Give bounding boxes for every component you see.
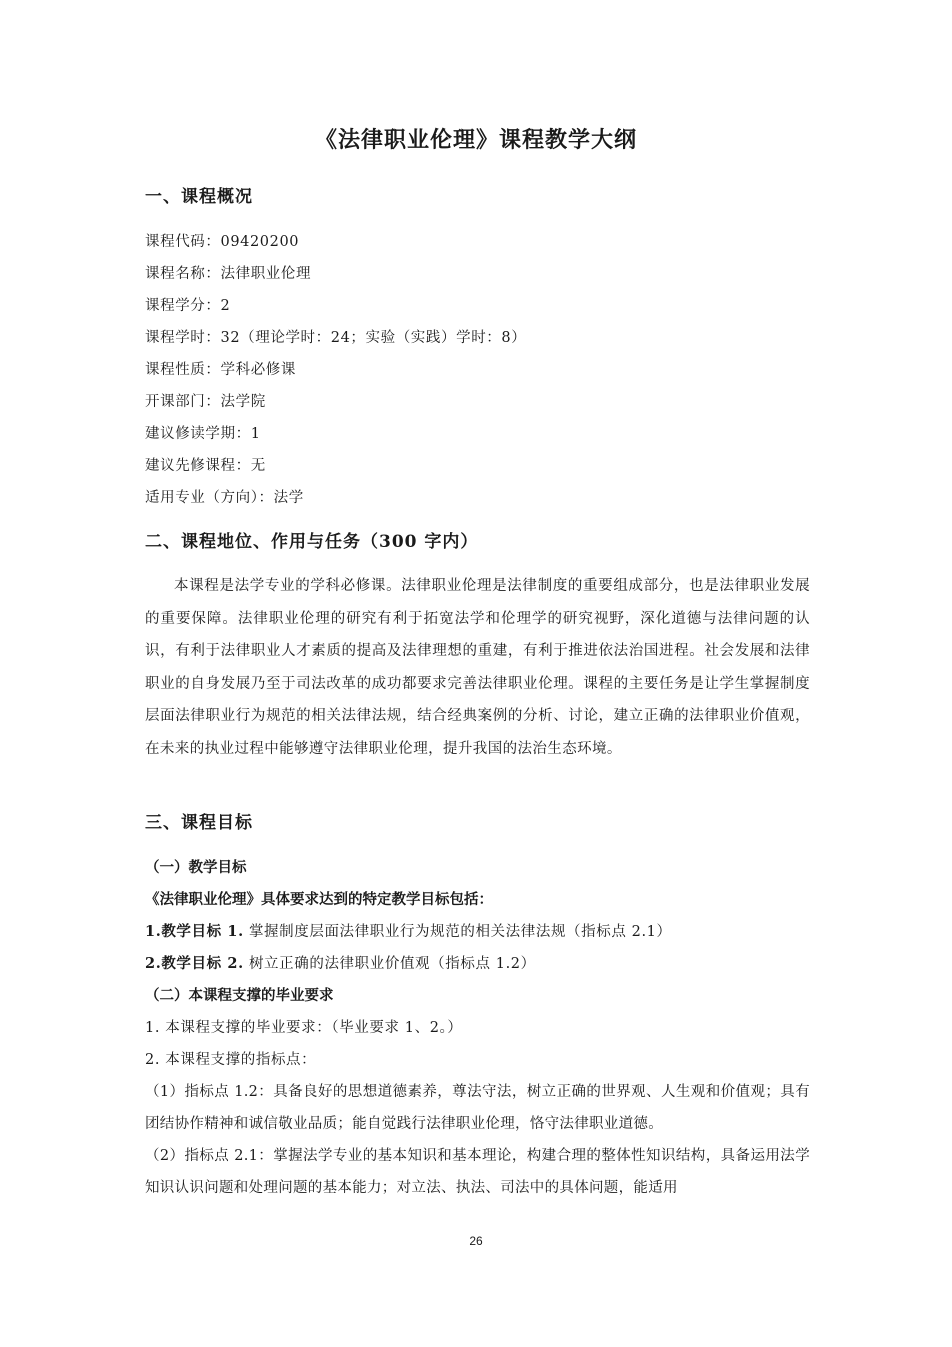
info-semester: 建议修读学期：1 — [145, 426, 261, 442]
graduation-requirement-2: 2. 本课程支撑的指标点： — [145, 1052, 317, 1068]
teaching-goal-2-text: 树立正确的法律职业价值观（指标点 1.2） — [243, 956, 536, 972]
section-paragraph-position: 本课程是法学专业的学科必修课。法律职业伦理是法律制度的重要组成部分，也是法律职业发展的重要保障。法律职业伦理的研究有利于拓宽法学和伦理学的研究视野，深化道德与法律问题的认识，有利于法律职业人才素质的提高及法律理想的重建，有利于推进依法治国进程。社会发展和法律职业的自身发展乃至于司法改革的成功都要求完善法律职业伦理。课程的主要任务是让学生掌握制度层面法律职业行为规范的相关法律法规，结合经典案例的分析、讨论，建立正确的法律职业价值观，在未来的执业过程中能够遵守法律职业伦理，提升我国的法治生态环境。 — [145, 578, 810, 757]
subheading-teaching-goals: （一）教学目标 — [145, 859, 247, 876]
graduation-requirement-1: 1. 本课程支撑的毕业要求：（毕业要求 1、2。） — [145, 1020, 463, 1036]
teaching-goal-2 — [145, 950, 536, 978]
info-course-name: 课程名称：法律职业伦理 — [145, 266, 312, 282]
teaching-goal-1-label: 1.教学目标 1. — [145, 923, 244, 940]
page-number: 26 — [469, 1234, 483, 1248]
subheading-graduation-requirements: （二）本课程支撑的毕业要求 — [145, 987, 334, 1004]
info-course-credits: 课程学分：2 — [145, 298, 231, 314]
info-major: 适用专业（方向）：法学 — [145, 490, 304, 506]
teaching-goal-2-label: 2.教学目标 2. — [145, 955, 244, 972]
teaching-goals-intro: 《法律职业伦理》具体要求达到的特定教学目标包括： — [145, 891, 493, 908]
info-course-hours: 课程学时：32（理论学时：24；实验（实践）学时：8） — [145, 330, 527, 346]
section-heading-objectives: 三、课程目标 — [145, 813, 253, 833]
teaching-goal-1 — [145, 918, 672, 946]
info-course-code: 课程代码：09420200 — [145, 234, 300, 250]
info-course-nature: 课程性质：学科必修课 — [145, 362, 296, 378]
section-heading-position: 二、课程地位、作用与任务（300 字内） — [145, 532, 479, 552]
teaching-goal-1-text: 掌握制度层面法律职业行为规范的相关法律法规（指标点 2.1） — [243, 924, 672, 940]
section-heading-overview: 一、课程概况 — [145, 187, 253, 207]
indicator-point-2-1: （2）指标点 2.1：掌握法学专业的基本知识和基本理论，构建合理的整体性知识结构，具备运用法学知识认识问题和处理问题的基本能力；对立法、执法、司法中的具体问题，能适用 — [145, 1148, 810, 1196]
info-prerequisites: 建议先修课程：无 — [145, 458, 266, 474]
document-title: 《法律职业伦理》课程教学大纲 — [314, 127, 637, 153]
indicator-point-1-2: （1）指标点 1.2：具备良好的思想道德素养，尊法守法，树立正确的世界观、人生观和价值观；具有团结协作精神和诚信敬业品质；能自觉践行法律职业伦理，恪守法律职业道德。 — [145, 1084, 810, 1132]
info-department: 开课部门：法学院 — [145, 394, 266, 410]
